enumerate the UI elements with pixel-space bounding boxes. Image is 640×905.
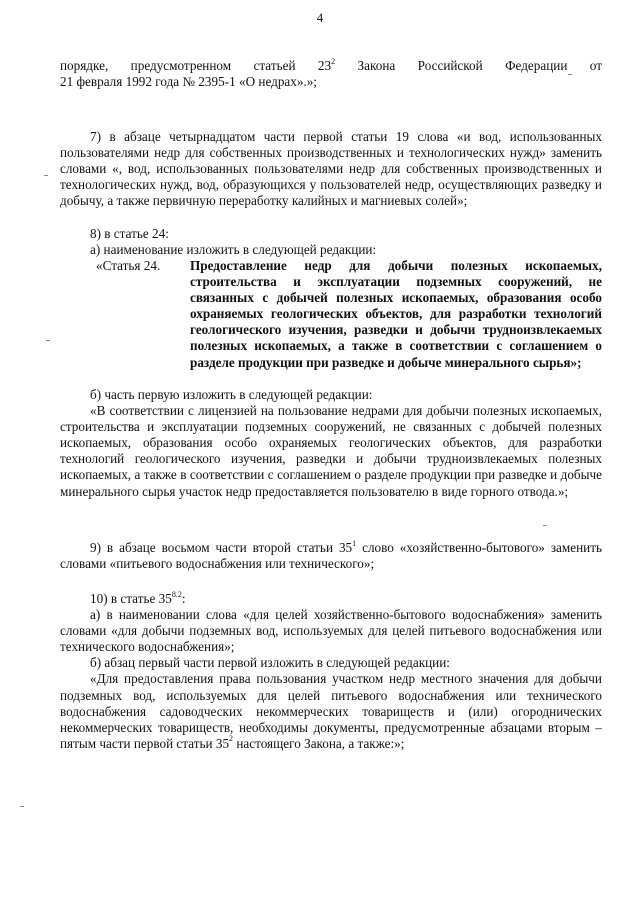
item-8-part-b bbox=[60, 387, 602, 500]
item-10-quote-superscript: 2 bbox=[229, 734, 234, 744]
item-10-quote-post: настоящего Закона, а также:»; bbox=[233, 735, 405, 751]
item-10-head bbox=[60, 591, 602, 607]
intro-superscript: 2 bbox=[331, 56, 336, 66]
item-10-head-tail: : bbox=[181, 591, 186, 606]
scan-speck bbox=[20, 806, 24, 807]
item-10-sub-a: а) в наименовании слова «для целей хозяйственно-бытового водоснабжения» заменить словами «для добычи подземных вод, используемых для целей питьевого водоснабжения или технического водоснабжения»; bbox=[60, 607, 602, 655]
item-7 bbox=[60, 129, 602, 209]
scan-speck bbox=[46, 340, 50, 341]
item-10-head-text: 10) в статье 35 bbox=[90, 591, 172, 606]
item-10-sub-b: б) абзац первый части первой изложить в следующей редакции: bbox=[90, 655, 450, 671]
item-9-text bbox=[60, 540, 602, 572]
scan-speck bbox=[543, 525, 547, 526]
intro-line-2: 21 февраля 1992 года № 2395-1 «О недрах».»; bbox=[60, 74, 318, 90]
scan-speck bbox=[44, 175, 48, 176]
scan-speck bbox=[568, 74, 572, 75]
item-8-quote: «В соответствии с лицензией на пользование недрами для добычи полезных ископаемых, строительства и эксплуатации подземных сооружений, не связанных с добычей полезных ископаемых, образования особо охраняемых геологических объектов, для разработки технологий геологического изучения, разведки и добычи трудноизвлекаемых полезных ископаемых, а также в соответствии с соглашением о разделе продукции при разведке и добыче минерального сырья участок недр предоставляется пользователю в виде горного отвода.»; bbox=[60, 403, 602, 499]
item-8-head: 8) в статье 24: bbox=[90, 226, 169, 241]
intro-text: порядке, предусмотренном статьей 23 bbox=[60, 58, 332, 73]
item-8-head-block bbox=[60, 226, 602, 258]
page-number: 4 bbox=[316, 10, 324, 25]
item-9-superscript: 1 bbox=[352, 538, 357, 548]
item-9-pre: 9) в абзаце восьмом части второй статьи 35 bbox=[90, 540, 353, 555]
intro-paragraph bbox=[60, 58, 602, 90]
article-24-heading bbox=[96, 258, 602, 371]
item-10 bbox=[60, 591, 602, 752]
intro-line-1 bbox=[60, 58, 602, 74]
intro-text-tail: Закона Российской Федерации от bbox=[335, 58, 602, 73]
item-10-quote bbox=[60, 671, 602, 751]
item-9 bbox=[60, 540, 602, 572]
item-7-text: 7) в абзаце четырнадцатом части первой статьи 19 слова «и вод, использованных пользователями недр для собственных производственных и технологических нужд» заменить словами «, вод, использованных пользователями недр для собственных производственных и технологических нужд, вод, образующихся у пользователей недр, осуществляющих разведку и добычу, а также первичную переработку калийных и магниевых солей»; bbox=[60, 129, 602, 209]
article-label: «Статья 24. bbox=[96, 258, 161, 273]
item-8-sub-b: б) часть первую изложить в следующей редакции: bbox=[90, 387, 373, 402]
item-8-sub-a: а) наименование изложить в следующей редакции: bbox=[90, 242, 377, 258]
item-9-post: слово «хозяйственно-бытового» заменить словами «питьевого водоснабжения или технического»; bbox=[60, 540, 602, 572]
item-10-quote-pre: «Для предоставления права пользования участком недр местного значения для добычи подземных вод, используемых для целей питьевого водоснабжения или технического водоснабжения садоводческих некоммерческих товариществ и (или) огороднических некоммерческих товариществ, необходимы документы, предусмотренные абзацами вторым – пятым части первой статьи 35 bbox=[60, 671, 602, 751]
item-10-head-superscript: 8.2 bbox=[171, 589, 182, 599]
article-title: Предоставление недр для добычи полезных ископаемых, строительства и эксплуатации подземных сооружений, не связанных с добычей полезных ископаемых, образования особо охраняемых геологических объектов, для разработки технологий геологического изучения, разведки и добычи трудноизвлекаемых полезных ископаемых, а также в соответствии с соглашением о разделе продукции при разведке и добыче минерального сырья»; bbox=[190, 258, 602, 370]
